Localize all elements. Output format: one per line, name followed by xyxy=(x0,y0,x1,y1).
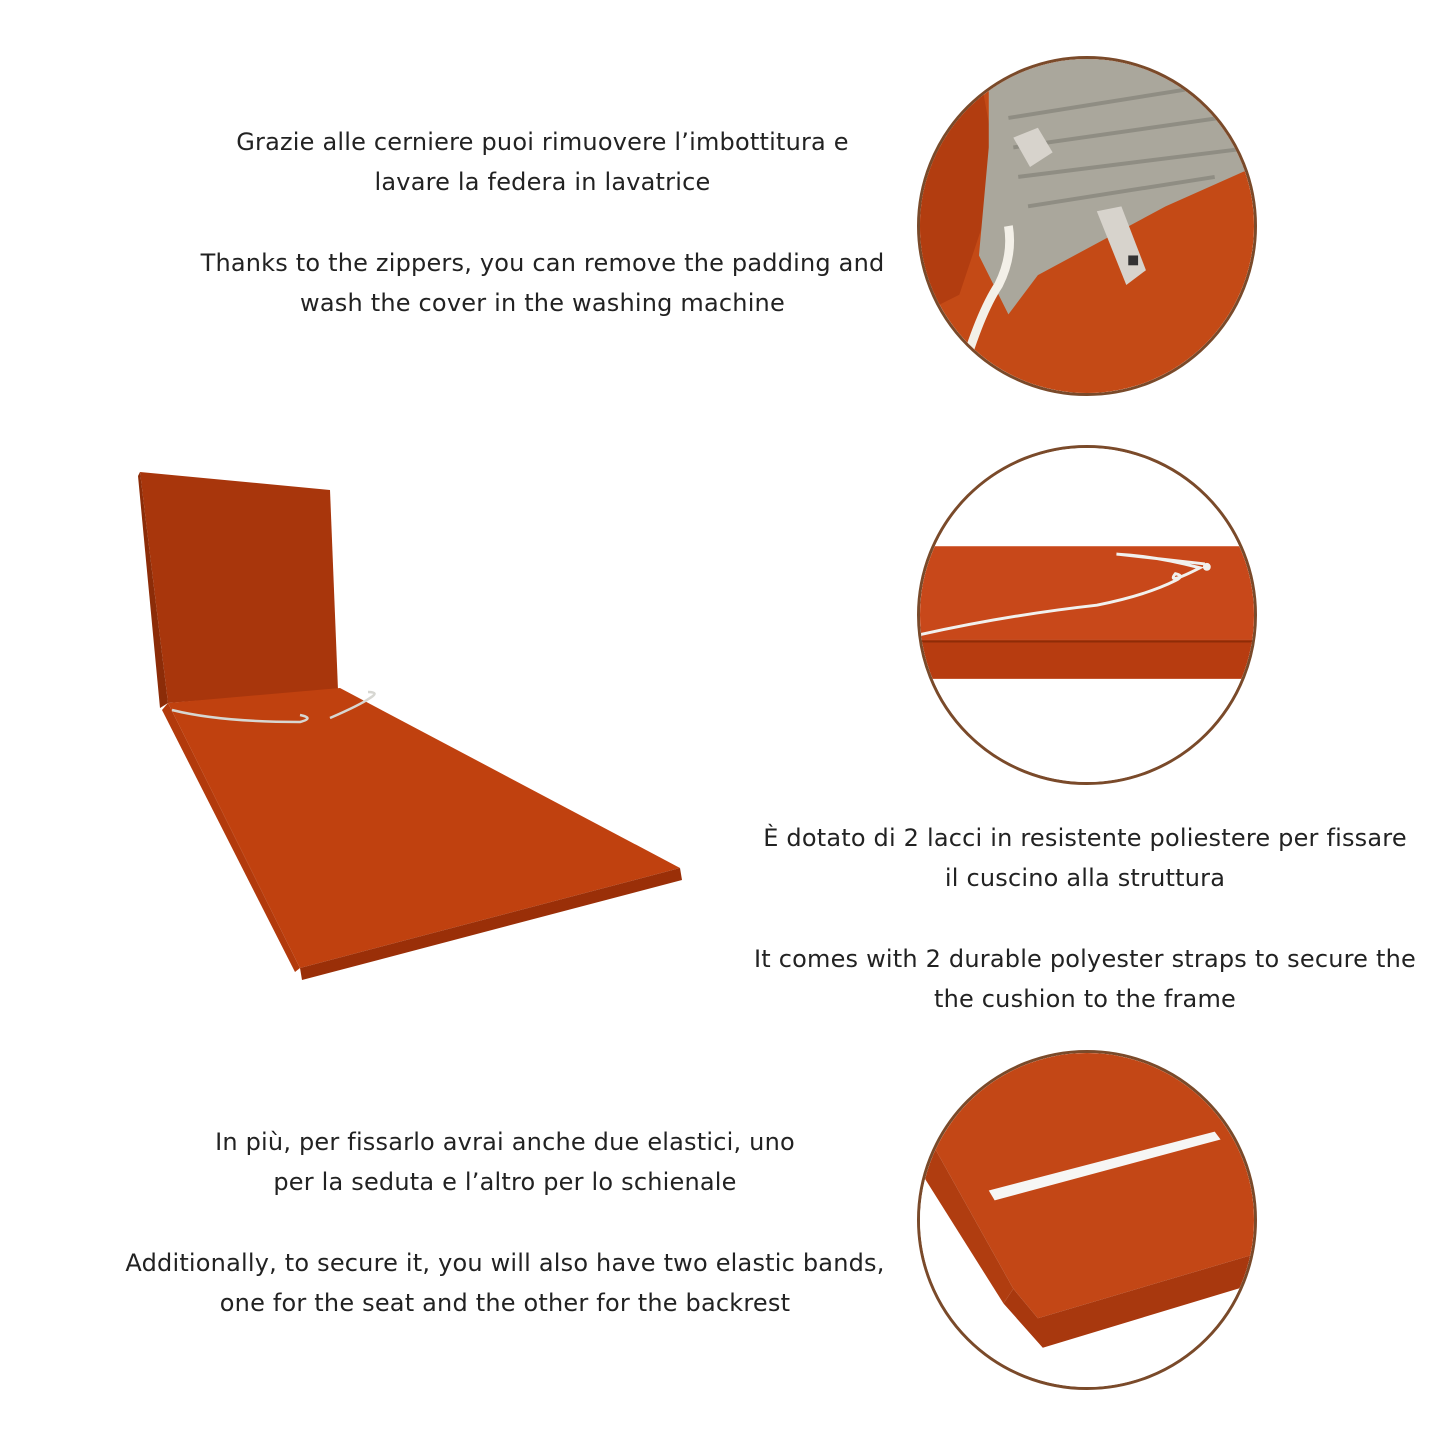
straps-description xyxy=(735,818,1435,1019)
zippers-text-en-line2: wash the cover in the washing machine xyxy=(300,289,785,317)
zippers-description xyxy=(180,122,905,323)
elastic-text-en-line1: Additionally, to secure it, you will also have two elastic bands, xyxy=(125,1249,885,1277)
zippers-text-it-line2: lavare la federa in lavatrice xyxy=(374,168,711,196)
lounger-cushion-image xyxy=(130,460,690,990)
elastic-text-it-line2: per la seduta e l’altro per lo schienale xyxy=(273,1168,737,1196)
zippers-text-it-line1: Grazie alle cerniere puoi rimuovere l’imbottitura e xyxy=(236,128,849,156)
zippers-text-en-line1: Thanks to the zippers, you can remove the padding and xyxy=(200,249,885,277)
straps-text-it-line1: È dotato di 2 lacci in resistente poliestere per fissare xyxy=(763,824,1407,852)
zipper-closeup-image xyxy=(917,56,1257,396)
elastic-text-it-line1: In più, per fissarlo avrai anche due elastici, uno xyxy=(215,1128,795,1156)
elastic-description xyxy=(100,1122,910,1323)
strap-closeup-image xyxy=(917,445,1257,785)
straps-text-en-line2: the cushion to the frame xyxy=(933,985,1237,1013)
elastic-text-en-line2: one for the seat and the other for the backrest xyxy=(219,1289,791,1317)
straps-text-en-line1: It comes with 2 durable polyester straps to secure the xyxy=(754,945,1416,973)
elastic-closeup-image xyxy=(917,1050,1257,1390)
straps-text-it-line2: il cuscino alla struttura xyxy=(944,864,1226,892)
